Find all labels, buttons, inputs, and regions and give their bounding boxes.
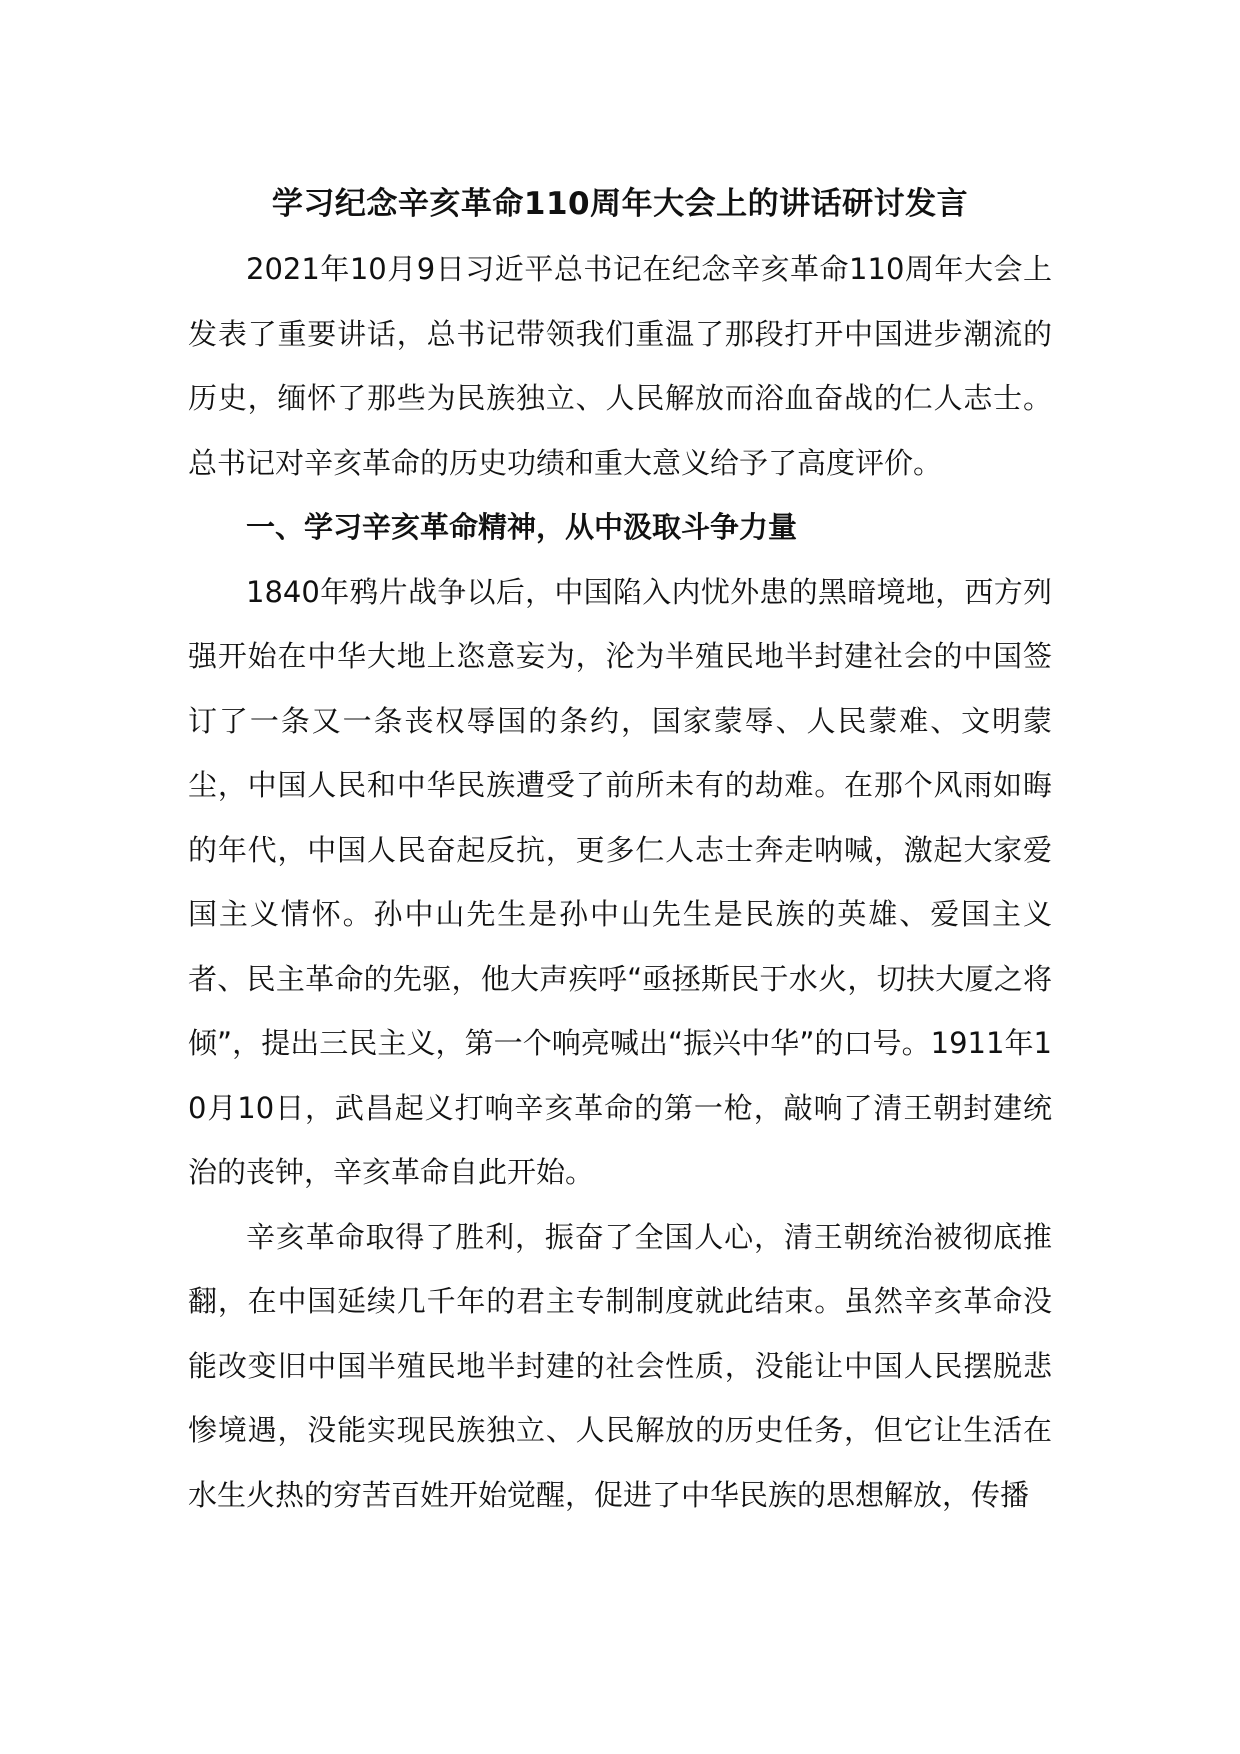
paragraph-intro: 2021年10月9日习近平总书记在纪念辛亥革命110周年大会上发表了重要讲话，总书记带领我们重温了那段打开中国进步潮流的历史，缅怀了那些为民族独立、人民解放而浴血奋战的仁人志士。总书记对辛亥革命的历史功绩和重大意义给予了高度评价。: [188, 252, 1052, 480]
document-body: [188, 176, 1052, 1527]
section-heading-1: 一、学习辛亥革命精神，从中汲取斗争力量: [246, 510, 798, 544]
paragraph-history: 1840年鸦片战争以后，中国陷入内忧外患的黑暗境地，西方列强开始在中华大地上恣意妄为，沦为半殖民地半封建社会的中国签订了一条又一条丧权辱国的条约，国家蒙辱、人民蒙难、文明蒙尘，中国人民和中华民族遭受了前所未有的劫难。在那个风雨如晦的年代，中国人民奋起反抗，更多仁人志士奔走呐喊，激起大家爱国主义情怀。孙中山先生是孙中山先生是民族的英雄、爱国主义者、民主革命的先驱，他大声疾呼“亟拯斯民于水火，切扶大厦之将倾”，提出三民主义，第一个响亮喊出“振兴中华”的口号。1911年10月10日，武昌起义打响辛亥革命的第一枪，敲响了清王朝封建统治的丧钟，辛亥革命自此开始。: [188, 574, 1052, 1189]
paragraph-significance: 辛亥革命取得了胜利，振奋了全国人心，清王朝统治被彻底推翻，在中国延续几千年的君主专制制度就此结束。虽然辛亥革命没能改变旧中国半殖民地半封建的社会性质，没能让中国人民摆脱悲惨境遇，没能实现民族独立、人民解放的历史任务，但它让生活在水生火热的穷苦百姓开始觉醒，促进了中华民族的思想解放，传播: [188, 1219, 1052, 1512]
document-title: 学习纪念辛亥革命110周年大会上的讲话研讨发言: [271, 186, 969, 222]
